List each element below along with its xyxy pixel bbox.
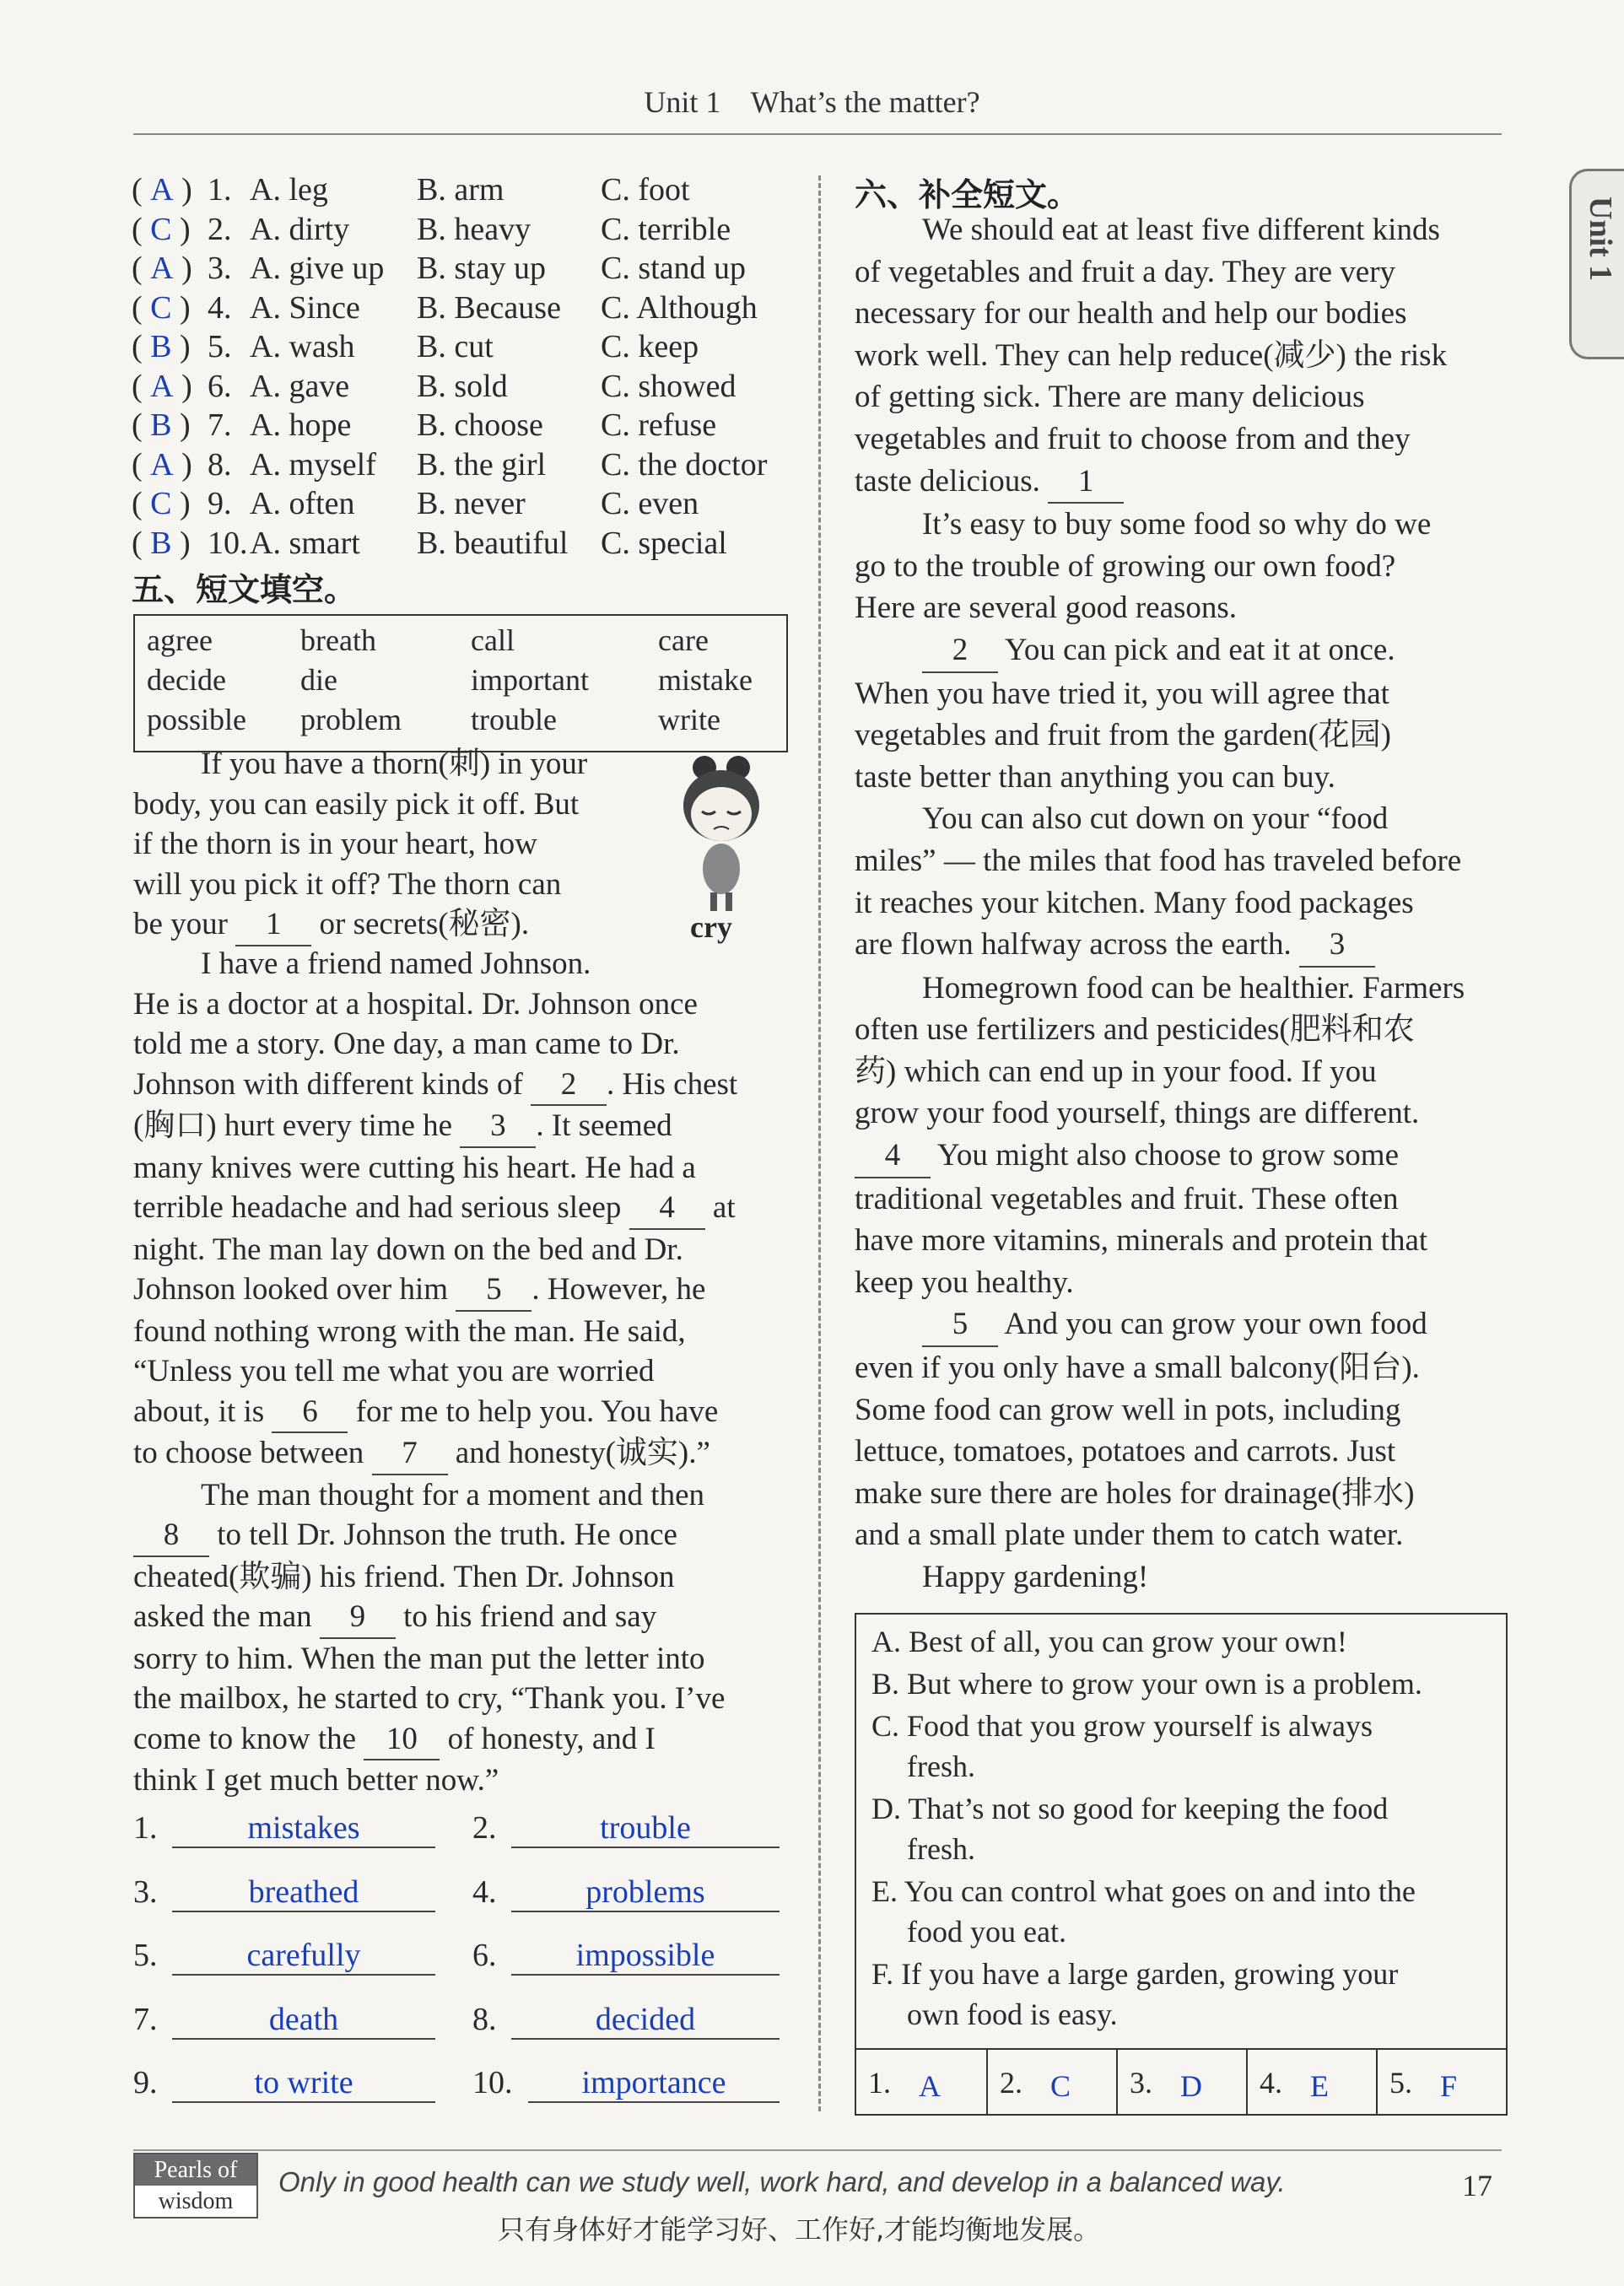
word-bank-item: trouble: [471, 703, 557, 736]
option-d-cont: fresh.: [907, 1832, 975, 1866]
pearls-of-wisdom-badge: Pearls of wisdom: [133, 2153, 258, 2219]
answer-line: [472, 2064, 786, 2106]
mc-answer: C: [150, 211, 172, 247]
mc-answer: A: [150, 251, 174, 286]
answer-cell: [856, 2050, 986, 2116]
mc-option: B. heavy: [417, 211, 531, 247]
answer-value: C: [1050, 2069, 1071, 2103]
mc-option: B. never: [417, 486, 526, 521]
mc-option: C. keep: [601, 329, 699, 364]
answer-number: 2.: [1000, 2066, 1022, 2100]
answer-line: [472, 1937, 786, 1979]
answer-number: 3.: [133, 1874, 158, 1910]
mc-option: B. stay up: [417, 251, 547, 286]
mc-option: A. wash: [250, 329, 355, 364]
option-f-cont: own food is easy.: [907, 1998, 1118, 2031]
mc-option: B. the girl: [417, 446, 547, 483]
answer-value: death: [172, 2001, 435, 2040]
blank-6: 6: [272, 1392, 348, 1434]
s6-blank-2: 2: [922, 629, 998, 673]
answer-line: [133, 2001, 447, 2043]
option-e-cont: food you eat.: [907, 1915, 1066, 1949]
answer-cell: [1116, 2050, 1248, 2116]
answer-number: 1.: [868, 2066, 891, 2100]
word-bank-item: write: [658, 703, 720, 736]
answer-value: D: [1180, 2069, 1202, 2103]
mc-answer: B: [150, 407, 172, 443]
blank-7: 7: [372, 1433, 448, 1475]
answer-value: E: [1310, 2069, 1329, 2103]
unit-label: Unit 1: [644, 85, 721, 119]
mc-option: A. often: [250, 486, 355, 521]
word-bank: [133, 614, 788, 752]
mc-option: B. Because: [417, 289, 561, 326]
mc-option: 1.: [208, 172, 232, 208]
mc-option: C. terrible: [601, 211, 731, 247]
answer-line: [472, 1809, 786, 1852]
mc-answer-bracket: ( A ): [132, 368, 192, 404]
mc-option: B. choose: [417, 407, 543, 443]
mc-answer: A: [150, 172, 174, 208]
footer-rule: [133, 2149, 1502, 2151]
mc-option: 4.: [208, 289, 232, 326]
mc-answer-bracket: ( B ): [132, 407, 191, 443]
answer-line: [133, 1874, 447, 1916]
mc-option: 9.: [208, 486, 232, 521]
answer-cell: [1376, 2050, 1508, 2116]
mc-option: A. smart: [250, 525, 360, 561]
blank-9: 9: [320, 1597, 396, 1639]
answer-line: [472, 1874, 786, 1916]
mc-option: C. the doctor: [601, 446, 768, 483]
answer-value: mistakes: [172, 1809, 435, 1848]
option-d: D. That’s not so good for keeping the food: [871, 1792, 1389, 1825]
illustration-caption: cry: [690, 910, 732, 944]
answer-number: 10.: [472, 2065, 513, 2100]
section6-passage: We should eat at least five different kinds of vegetables and fruit a day. They are very necessary for our health and help our bodies work well. They can help reduce(减少) the risk of getting sick. There are many delicious vegetables and fruit to choose from and they taste delicious. 1 It’s easy to buy some food so why do we go to the trouble of growing our own food? Here are several good reasons. 2 You can pick and eat it at once. When you have tried it, you will agree that vegetables and fruit from the garden(花园) taste better than anything you can buy. You can also cut down on your “food miles” — the miles that food has traveled before it reaches your kitchen. Many food packages are flown halfway across the earth. 3 Homegrown food can be healthier. Farmers often use fertilizers and pesticides(肥料和农 药) which can end up in your food. If you grow your food yourself, things are different. 4 You might also choose to grow some traditional vegetables and fruit. These often have more vitamins, minerals and protein that keep you healthy. 5 And you can grow your own food even if you only have a small balcony(阳台). Some food can grow well in pots, including lettuce, tomatoes, potatoes and carrots. Just make sure there are holes for drainage(排水) and a small plate under them to catch water. Happy gardening!: [855, 213, 1465, 1594]
blank-10: 10: [364, 1719, 440, 1761]
answer-value: decided: [511, 2001, 780, 2040]
mc-option: 3.: [208, 251, 232, 286]
answer-value: F: [1440, 2069, 1458, 2103]
blank-8: 8: [133, 1515, 209, 1557]
answer-number: 8.: [472, 2001, 497, 2037]
mc-answer-bracket: ( C ): [132, 289, 191, 326]
answer-number: 9.: [133, 2065, 158, 2100]
answer-cell: [1246, 2050, 1378, 2116]
answer-number: 5.: [133, 1938, 158, 1973]
answer-value: importance: [528, 2064, 780, 2103]
s6-blank-4: 4: [855, 1135, 931, 1178]
mc-option: B. sold: [417, 368, 508, 404]
answer-number: 6.: [472, 1938, 497, 1973]
answer-number: 3.: [1130, 2066, 1152, 2100]
mc-option: B. arm: [417, 172, 504, 208]
mc-answer-bracket: ( C ): [132, 211, 191, 247]
mc-option: B. beautiful: [417, 525, 569, 561]
mc-answer: C: [150, 486, 172, 521]
mc-option: C. even: [601, 486, 699, 521]
mc-answer-bracket: ( A ): [132, 172, 192, 208]
section6-answer-row: [856, 2048, 1506, 2116]
mc-option: 6.: [208, 368, 232, 404]
page-number: 17: [1462, 2169, 1492, 2202]
answer-value: problems: [511, 1874, 780, 1912]
option-c: C. Food that you grow yourself is always: [871, 1709, 1373, 1743]
word-bank-item: important: [471, 663, 589, 697]
option-e: E. You can control what goes on and into the: [871, 1874, 1416, 1908]
section6-options-box: [855, 1613, 1508, 2116]
s6-blank-5: 5: [922, 1303, 998, 1347]
word-bank-item: call: [471, 623, 515, 657]
answer-number: 5.: [1389, 2066, 1412, 2100]
answer-value: carefully: [172, 1937, 435, 1976]
section5-passage: I have a friend named Johnson. He is a doctor at a hospital. Dr. Johnson once told me a story. One day, a man came to Dr. Johnson with different kinds of 2 . His chest (胸口) hurt every time he 3 . It seemed many knives were cutting his heart. He had a terrible headache and had serious sleep 4 at night. The man lay down on the bed and Dr. Johnson looked over him 5 . However, he found nothing wrong with the man. He said, “Unless you tell me what you are worried about, it is 6 for me to help you. You have to choose between 7 and honesty(诚实).” The man thought for a moment and then 8 to tell Dr. Johnson the truth. He once cheated(欺骗) his friend. Then Dr. Johnson asked the man 9 to his friend and say sorry to him. When the man put the letter into the mailbox, he started to cry, “Thank you. I’ve come to know the 10 of honesty, and I think I get much better now.”: [133, 946, 738, 1798]
word-bank-item: agree: [147, 623, 213, 657]
mc-option: C. stand up: [601, 251, 747, 286]
mc-option: A. give up: [250, 251, 385, 286]
mc-answer-bracket: ( C ): [132, 486, 191, 521]
mc-option: A. dirty: [250, 211, 350, 247]
answer-value: trouble: [511, 1809, 780, 1848]
answer-line: [133, 1809, 447, 1852]
word-bank-item: possible: [147, 703, 247, 736]
answer-number: 4.: [472, 1874, 497, 1910]
answer-line: [472, 2001, 786, 2043]
blank-5: 5: [456, 1270, 531, 1312]
mc-option: 7.: [208, 407, 232, 443]
section5-title: 五、短文填空。: [132, 571, 357, 608]
mc-option: C. foot: [601, 172, 690, 208]
mc-answer: A: [150, 368, 174, 404]
mc-option: 8.: [208, 446, 232, 483]
blank-3: 3: [460, 1106, 536, 1148]
answer-value: breathed: [172, 1874, 435, 1912]
word-bank-item: problem: [300, 703, 402, 736]
mc-option: C. refuse: [601, 407, 717, 443]
section6-title: 六、补全短文。: [855, 176, 1080, 213]
answer-cell: [986, 2050, 1118, 2116]
option-c-cont: fresh.: [907, 1750, 975, 1783]
option-b: B. But where to grow your own is a problem.: [871, 1667, 1422, 1701]
unit-tab: Unit 1: [1569, 169, 1624, 359]
answer-number: 2.: [472, 1810, 497, 1846]
mc-answer-bracket: ( B ): [132, 329, 191, 364]
word-bank-item: breath: [300, 623, 376, 657]
mc-answer-bracket: ( B ): [132, 525, 191, 561]
option-f: F. If you have a large garden, growing your: [871, 1957, 1399, 1991]
mc-answer: B: [150, 329, 172, 364]
word-bank-item: mistake: [658, 663, 753, 697]
mc-option: C. special: [601, 525, 727, 561]
mc-option: 2.: [208, 211, 232, 247]
word-bank-item: die: [300, 663, 337, 697]
word-bank-item: decide: [147, 663, 226, 697]
section5-para1-top: If you have a thorn(刺) in your body, you can easily pick it off. But if the thorn is in your heart, how will you pick it off? The thorn can be your 1 or secrets(秘密).: [133, 744, 631, 946]
mc-option: A. myself: [250, 446, 376, 483]
blank-2: 2: [531, 1065, 607, 1107]
blank-1: 1: [235, 904, 311, 946]
mc-option: 10.: [208, 525, 248, 561]
unit-title: What’s the matter?: [750, 85, 980, 119]
mc-answer-bracket: ( A ): [132, 251, 192, 286]
s6-blank-3: 3: [1299, 924, 1375, 968]
blank-4: 4: [629, 1188, 705, 1230]
mc-answer: C: [150, 289, 172, 326]
option-a: A. Best of all, you can grow your own!: [871, 1625, 1347, 1658]
crying-girl-illustration: [658, 751, 785, 919]
mc-option: A. leg: [250, 172, 328, 208]
mc-option: B. cut: [417, 329, 494, 364]
s6-blank-1: 1: [1048, 461, 1124, 504]
mc-option: A. Since: [250, 289, 360, 326]
mc-option: C. showed: [601, 368, 736, 404]
mc-answer: B: [150, 525, 172, 561]
mc-option: A. hope: [250, 407, 352, 443]
header-rule: [133, 133, 1502, 135]
mc-answer-bracket: ( A ): [132, 446, 192, 483]
answer-number: 4.: [1260, 2066, 1282, 2100]
quote-chinese: 只有身体好才能学习好、工作好,才能均衡地发展。: [498, 2213, 1101, 2246]
answer-number: 7.: [133, 2001, 158, 2037]
answer-line: [133, 2064, 447, 2106]
quote-english: Only in good health can we study well, work hard, and develop in a balanced way.: [278, 2166, 1286, 2197]
mc-option: 5.: [208, 329, 232, 364]
answer-value: to write: [172, 2064, 435, 2103]
answer-line: [133, 1937, 447, 1979]
answer-number: 1.: [133, 1810, 158, 1846]
page-header: [0, 84, 1624, 120]
mc-answer: A: [150, 446, 174, 483]
mc-option: C. Although: [601, 289, 758, 326]
answer-value: impossible: [511, 1937, 780, 1976]
word-bank-item: care: [658, 623, 709, 657]
column-divider: [818, 175, 821, 2111]
answer-value: A: [919, 2069, 941, 2103]
mc-option: A. gave: [250, 368, 350, 404]
